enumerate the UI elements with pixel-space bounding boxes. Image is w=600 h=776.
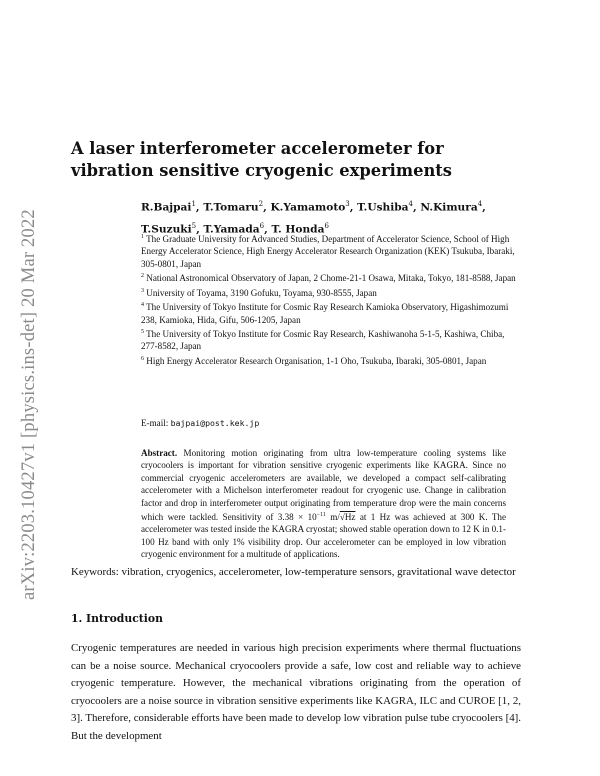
affiliation-number: 5	[141, 328, 144, 335]
abstract-text-part-1: Monitoring motion originating from ultra low-temperature cooling systems like cryocoolers is important for vibration sensitive cryogenic experiments like KAGRA. Since no commercial cryogenic accelerometers are available, we developed a compact self-calibrating accelerometer with a Michelson interferometer readout for cryogenic use. Change in calibration factor and drop in interferometer output originating from temperature drop were the main concerns which were tackled. Sensitivity of 3.38 × 10	[141, 448, 506, 523]
author-affiliation-mark: 5	[191, 221, 197, 230]
affiliation-item	[141, 299, 521, 326]
affiliation-item	[141, 353, 521, 367]
section-heading-introduction: 1. Introduction	[71, 612, 163, 625]
affiliation-text: University of Toyama, 3190 Gofuku, Toyama, 930-8555, Japan	[146, 287, 377, 298]
author-affiliation-mark: 4	[477, 200, 483, 208]
affiliation-item	[141, 231, 521, 270]
author-separator: ,	[196, 223, 204, 236]
author-affiliation-mark: 6	[259, 221, 265, 230]
author-affiliation-mark: 6	[324, 221, 329, 230]
affiliation-list	[141, 231, 521, 367]
author-affiliation-mark: 2	[258, 200, 264, 208]
author-separator: ,	[482, 201, 486, 214]
arxiv-identifier-stamp: arXiv:2203.10427v1 [physics.ins-det] 20 Mar 2022	[19, 209, 39, 600]
author-name: T.Suzuki	[141, 223, 192, 236]
affiliation-number: 2	[141, 273, 144, 280]
author-separator: ,	[195, 201, 204, 214]
affiliation-item	[141, 285, 521, 299]
abstract-unit-m: m/	[325, 512, 340, 523]
author-separator: ,	[413, 201, 421, 214]
affiliation-number: 3	[141, 287, 144, 294]
author-name: T.Yamada	[203, 223, 260, 236]
author-name: T. Honda	[271, 223, 325, 236]
abstract-exponent: −11	[316, 512, 326, 519]
paper-title: A laser interferometer accelerometer for vibration sensitive cryogenic experiments	[71, 139, 452, 180]
affiliation-item	[141, 270, 521, 284]
keywords: Keywords: vibration, cryogenics, accelerometer, low-temperature sensors, gravitational wave detector	[71, 566, 516, 578]
affiliation-number: 1	[141, 234, 144, 240]
affiliation-text: The University of Tokyo Institute for Cosmic Ray Research Kamioka Observatory, Higashimozumi 238, Kamioka, Hida, Gifu, 506-1205, Japan	[141, 302, 509, 325]
affiliation-text: High Energy Accelerator Research Organisation, 1-1 Oho, Tsukuba, Ibaraki, 305-0801, Japan	[146, 355, 487, 366]
affiliation-text: The Graduate University for Advanced Studies, Department of Accelerator Science, School of High Energy Accelerator Science, High Energy Accelerator Research Organization (KEK) Tsukuba, Ibaraki, 305-0801, Japan	[141, 234, 515, 269]
author-affiliation-mark: 1	[191, 200, 196, 208]
email-address[interactable]: bajpai@post.kek.jp	[170, 418, 260, 428]
affiliation-text: The University of Tokyo Institute for Cosmic Ray Research, Kashiwanoha 5-1-5, Kashiwa, Chiba, 277-8582, Japan	[141, 329, 505, 352]
author-separator: ,	[263, 201, 271, 214]
abstract-label: Abstract.	[141, 448, 178, 458]
author-affiliation-mark: 4	[408, 200, 414, 208]
author-name: T.Ushiba	[357, 201, 409, 214]
abstract: Abstract. Monitoring motion originating from ultra low-temperature cooling systems like cryocoolers is important for vibration sensitive cryogenic experiments like KAGRA. Since no commercial cryogenic accelerometers are available, we developed a compact self-calibrating accelerometer with a Michelson interferometer readout for cryogenic use. Change in calibration factor and drop in interferometer output originating from temperature drop were the main concerns which were tackled. Sensitivity of $3.38 \times 10^{-11}$ m/√Hz at 1 Hz was achieved at 300 K. The accelerometer was tested inside the KAGRA cryostat; showed stable operation down to 12 K in 0.1-100 Hz band with only 1% visibility drop. Our accelerometer can be employed in low vibration cryogenic environment for a multitude of applications.	[141, 448, 507, 560]
affiliation-number: 6	[141, 355, 144, 362]
contact-email	[141, 418, 521, 428]
author-name: N.Kimura	[420, 201, 478, 214]
abstract-unit-hz: Hz	[344, 512, 356, 523]
affiliation-number: 4	[141, 302, 144, 309]
email-label: E-mail:	[141, 418, 169, 428]
author-name: T.Tomaru	[203, 201, 259, 214]
author-separator: ,	[264, 223, 272, 236]
author-name: R.Bajpai	[141, 201, 192, 214]
author-separator: ,	[349, 201, 358, 214]
abstract-text-part-2: at 1 Hz was achieved at 300 K. The accelerometer was tested inside the KAGRA cryostat; showed stable operation down to 12 K in 0.1-100 Hz band with only 1% visibility drop. Our accelerometer can be employed in low vibration cryogenic environment for a multitude of applications.	[141, 512, 507, 560]
author-affiliation-mark: 3	[345, 200, 350, 208]
affiliation-item	[141, 326, 521, 353]
author-name: K.Yamamoto	[270, 201, 346, 214]
affiliation-text: National Astronomical Observatory of Japan, 2 Chome-21-1 Osawa, Mitaka, Tokyo, 181-8588, Japan	[146, 273, 516, 284]
introduction-paragraph: Cryogenic temperatures are needed in various high precision experiments where thermal fluctuations can be a noise source. Mechanical cryocoolers provide a safe, low cost and reliable way to achieve cryogenic temperature. However, the mechanical vibrations originating from the operation of cryocoolers are a noise source in vibration sensitive experiments like KAGRA, ILC and CUROE [1, 2, 3]. Therefore, considerable efforts have been made to develop low vibration pulse tube cryocoolers [4]. But the development	[71, 642, 521, 742]
